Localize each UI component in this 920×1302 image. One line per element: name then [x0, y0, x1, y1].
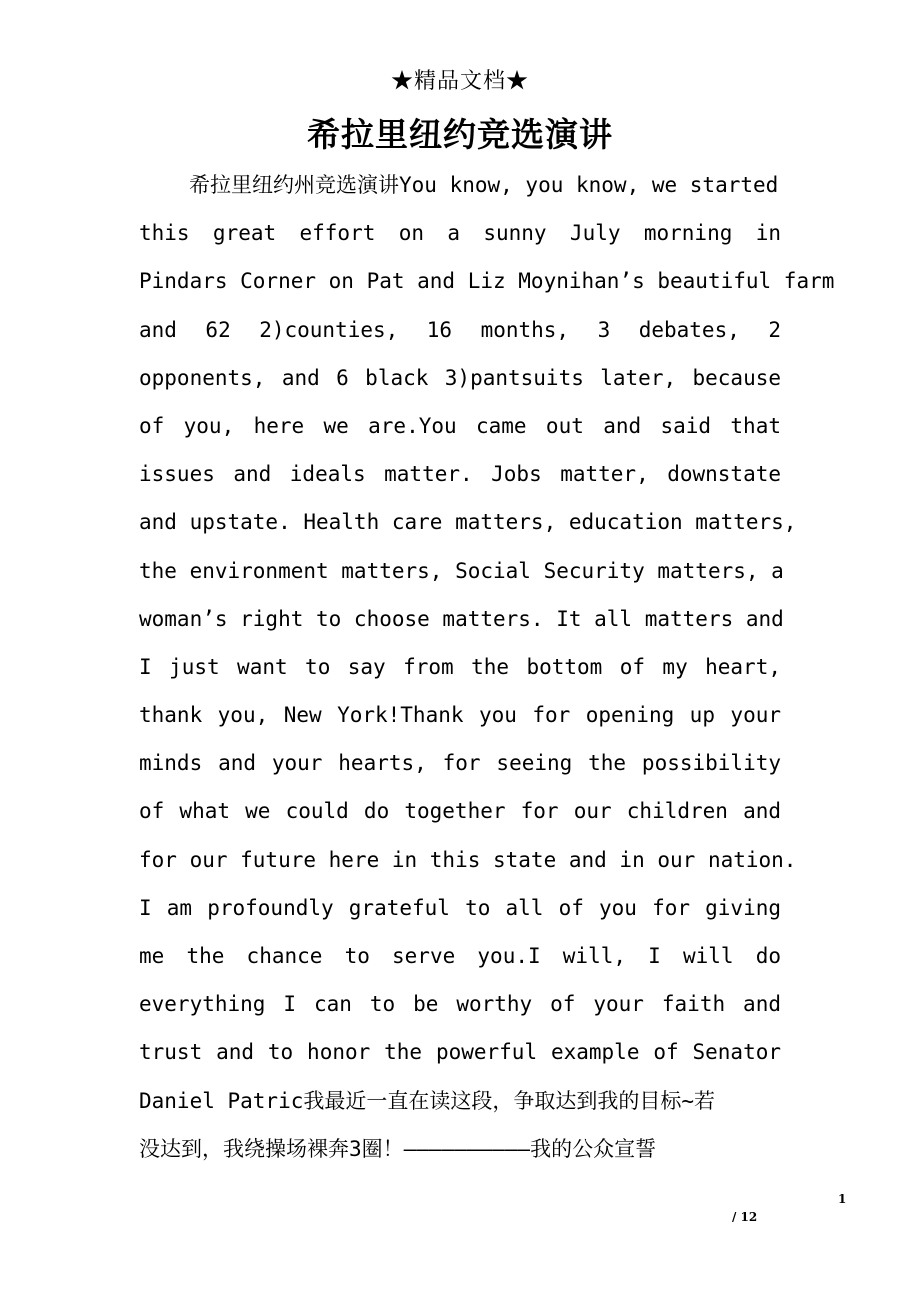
body-line: this great effort on a sunny July morning in [139, 221, 781, 246]
body-line: the environment matters, Social Security matters, a [139, 558, 784, 583]
document-title: 希拉里纽约竞选演讲 [307, 115, 613, 154]
body-line: 没达到，我绕操场裸奔3圈！——————————我的公众宣誓 [139, 1136, 657, 1161]
document-body [139, 161, 839, 1173]
body-line: Daniel Patric我最近一直在读这段，争取达到我的目标~若 [139, 1088, 716, 1113]
body-line: issues and ideals matter. Jobs matter, downstate [139, 462, 781, 487]
page-total: / 12 [732, 1210, 758, 1224]
body-line: woman’s right to choose matters. It all matters and [139, 606, 784, 631]
header-label: ★精品文档★ [390, 69, 529, 94]
page-number: 1 [838, 1192, 847, 1206]
body-line: I am profoundly grateful to all of you for giving [139, 895, 781, 920]
body-line: of you, here we are.You came out and said that [139, 413, 781, 438]
body-line: trust and to honor the powerful example of Senator [139, 1040, 781, 1065]
body-line: everything I can to be worthy of your faith and [139, 992, 781, 1017]
body-line: and upstate. Health care matters, education matters, [139, 510, 797, 535]
body-line: of what we could do together for our children and [139, 799, 781, 824]
body-line: minds and your hearts, for seeing the possibility [139, 751, 781, 776]
body-line: and 62 2)counties, 16 months, 3 debates, 2 [139, 317, 781, 342]
body-line: me the chance to serve you.I will, I will do [139, 944, 781, 968]
body-line: opponents, and 6 black 3)pantsuits later, because [139, 365, 781, 390]
body-line: thank you, New York!Thank you for opening up your [139, 703, 781, 728]
body-line: I just want to say from the bottom of my heart, [139, 654, 781, 679]
body-line: 希拉里纽约州竞选演讲You know, you know, we started [189, 173, 779, 197]
body-line: for our future here in this state and in our nation. [139, 847, 797, 872]
body-line: Pindars Corner on Pat and Liz Moynihan’s beautiful farm [139, 269, 835, 294]
